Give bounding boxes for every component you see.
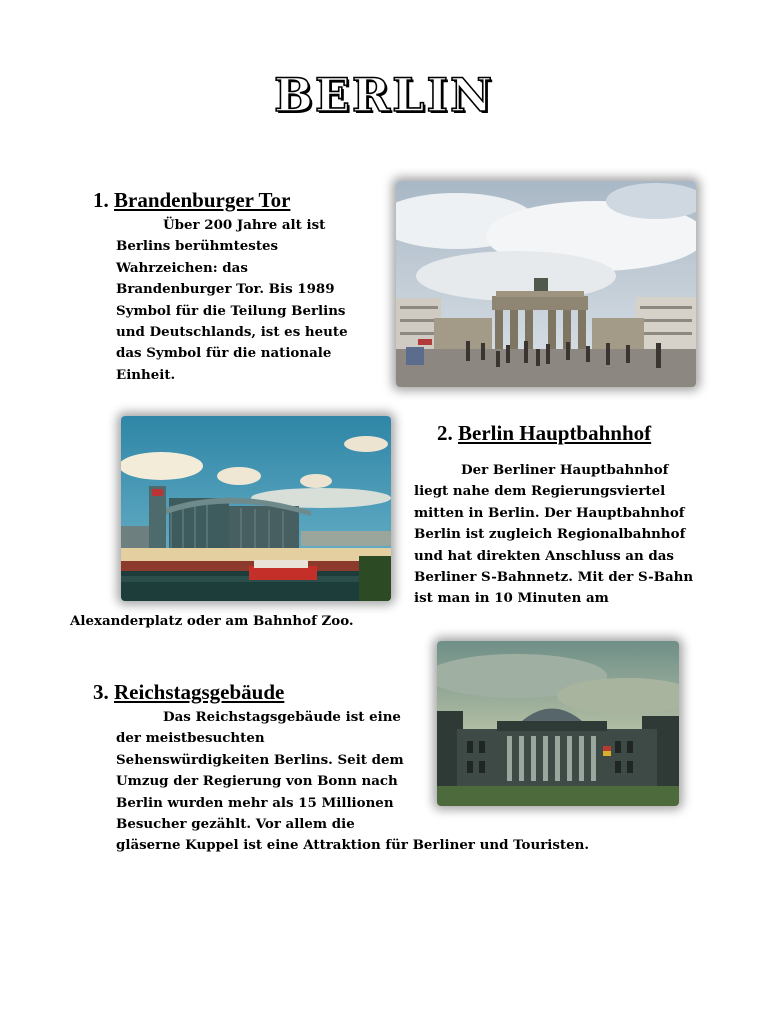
text-line: Über 200 Jahre alt ist [163,217,326,233]
section-number: 3. [93,680,109,704]
page-title: BERLIN [273,68,495,122]
reichstag-photo [437,641,679,806]
text-line: Wahrzeichen: das [116,259,248,276]
hauptbahnhof-photo [121,416,391,601]
brandenburg-gate-photo [396,181,696,387]
text-line: Einheit. [116,366,176,383]
text-line: der meistbesuchten [116,730,265,747]
text-line: das Symbol für die nationale [116,345,332,362]
text-line: Brandenburger Tor. Bis 1989 [116,281,335,298]
text-line: liegt nahe dem Regierungsviertel [414,483,666,500]
section-title: Reichstagsgebäude [114,680,285,704]
text-line: und Deutschlands, ist es heute [116,324,348,341]
section-title: Berlin Hauptbahnhof [458,421,652,445]
text-line: Berlin wurden mehr als 15 Millionen [116,794,394,811]
section-heading-reichstag [93,680,284,705]
text-line: Berlins berühmtestes [116,238,279,255]
text-line: Besucher gezählt. Vor allem die [116,816,355,833]
section-body-hauptbahnhof [414,460,693,610]
section-body-brandenburger-tor [116,215,348,386]
text-line: Umzug der Regierung von Bonn nach [116,773,398,790]
text-line: Symbol für die Teilung Berlins [116,302,346,319]
text-line: mitten in Berlin. Der Hauptbahnhof [414,504,685,521]
text-line: Der Berliner Hauptbahnhof [461,462,669,478]
text-line: Das Reichstagsgebäude ist eine [163,709,401,725]
section-heading-brandenburger-tor [93,188,290,213]
text-line: und hat direkten Anschluss an das [414,547,674,564]
section-heading-hauptbahnhof [437,421,651,446]
text-line: Berlin ist zugleich Regionalbahnhof [414,526,686,543]
text-line: Sehenswürdigkeiten Berlins. Seit dem [116,751,404,768]
text-line: ist man in 10 Minuten am [414,590,609,607]
text-line: Berliner S-Bahnnetz. Mit der S-Bahn [414,569,694,586]
text-line: Alexanderplatz oder am Bahnhof Zoo. [70,613,354,629]
section-number: 2. [437,421,453,445]
section-title: Brandenburger Tor [114,188,291,212]
text-line: gläserne Kuppel ist eine Attraktion für Berliner und Touristen. [116,837,589,854]
section-number: 1. [93,188,109,212]
